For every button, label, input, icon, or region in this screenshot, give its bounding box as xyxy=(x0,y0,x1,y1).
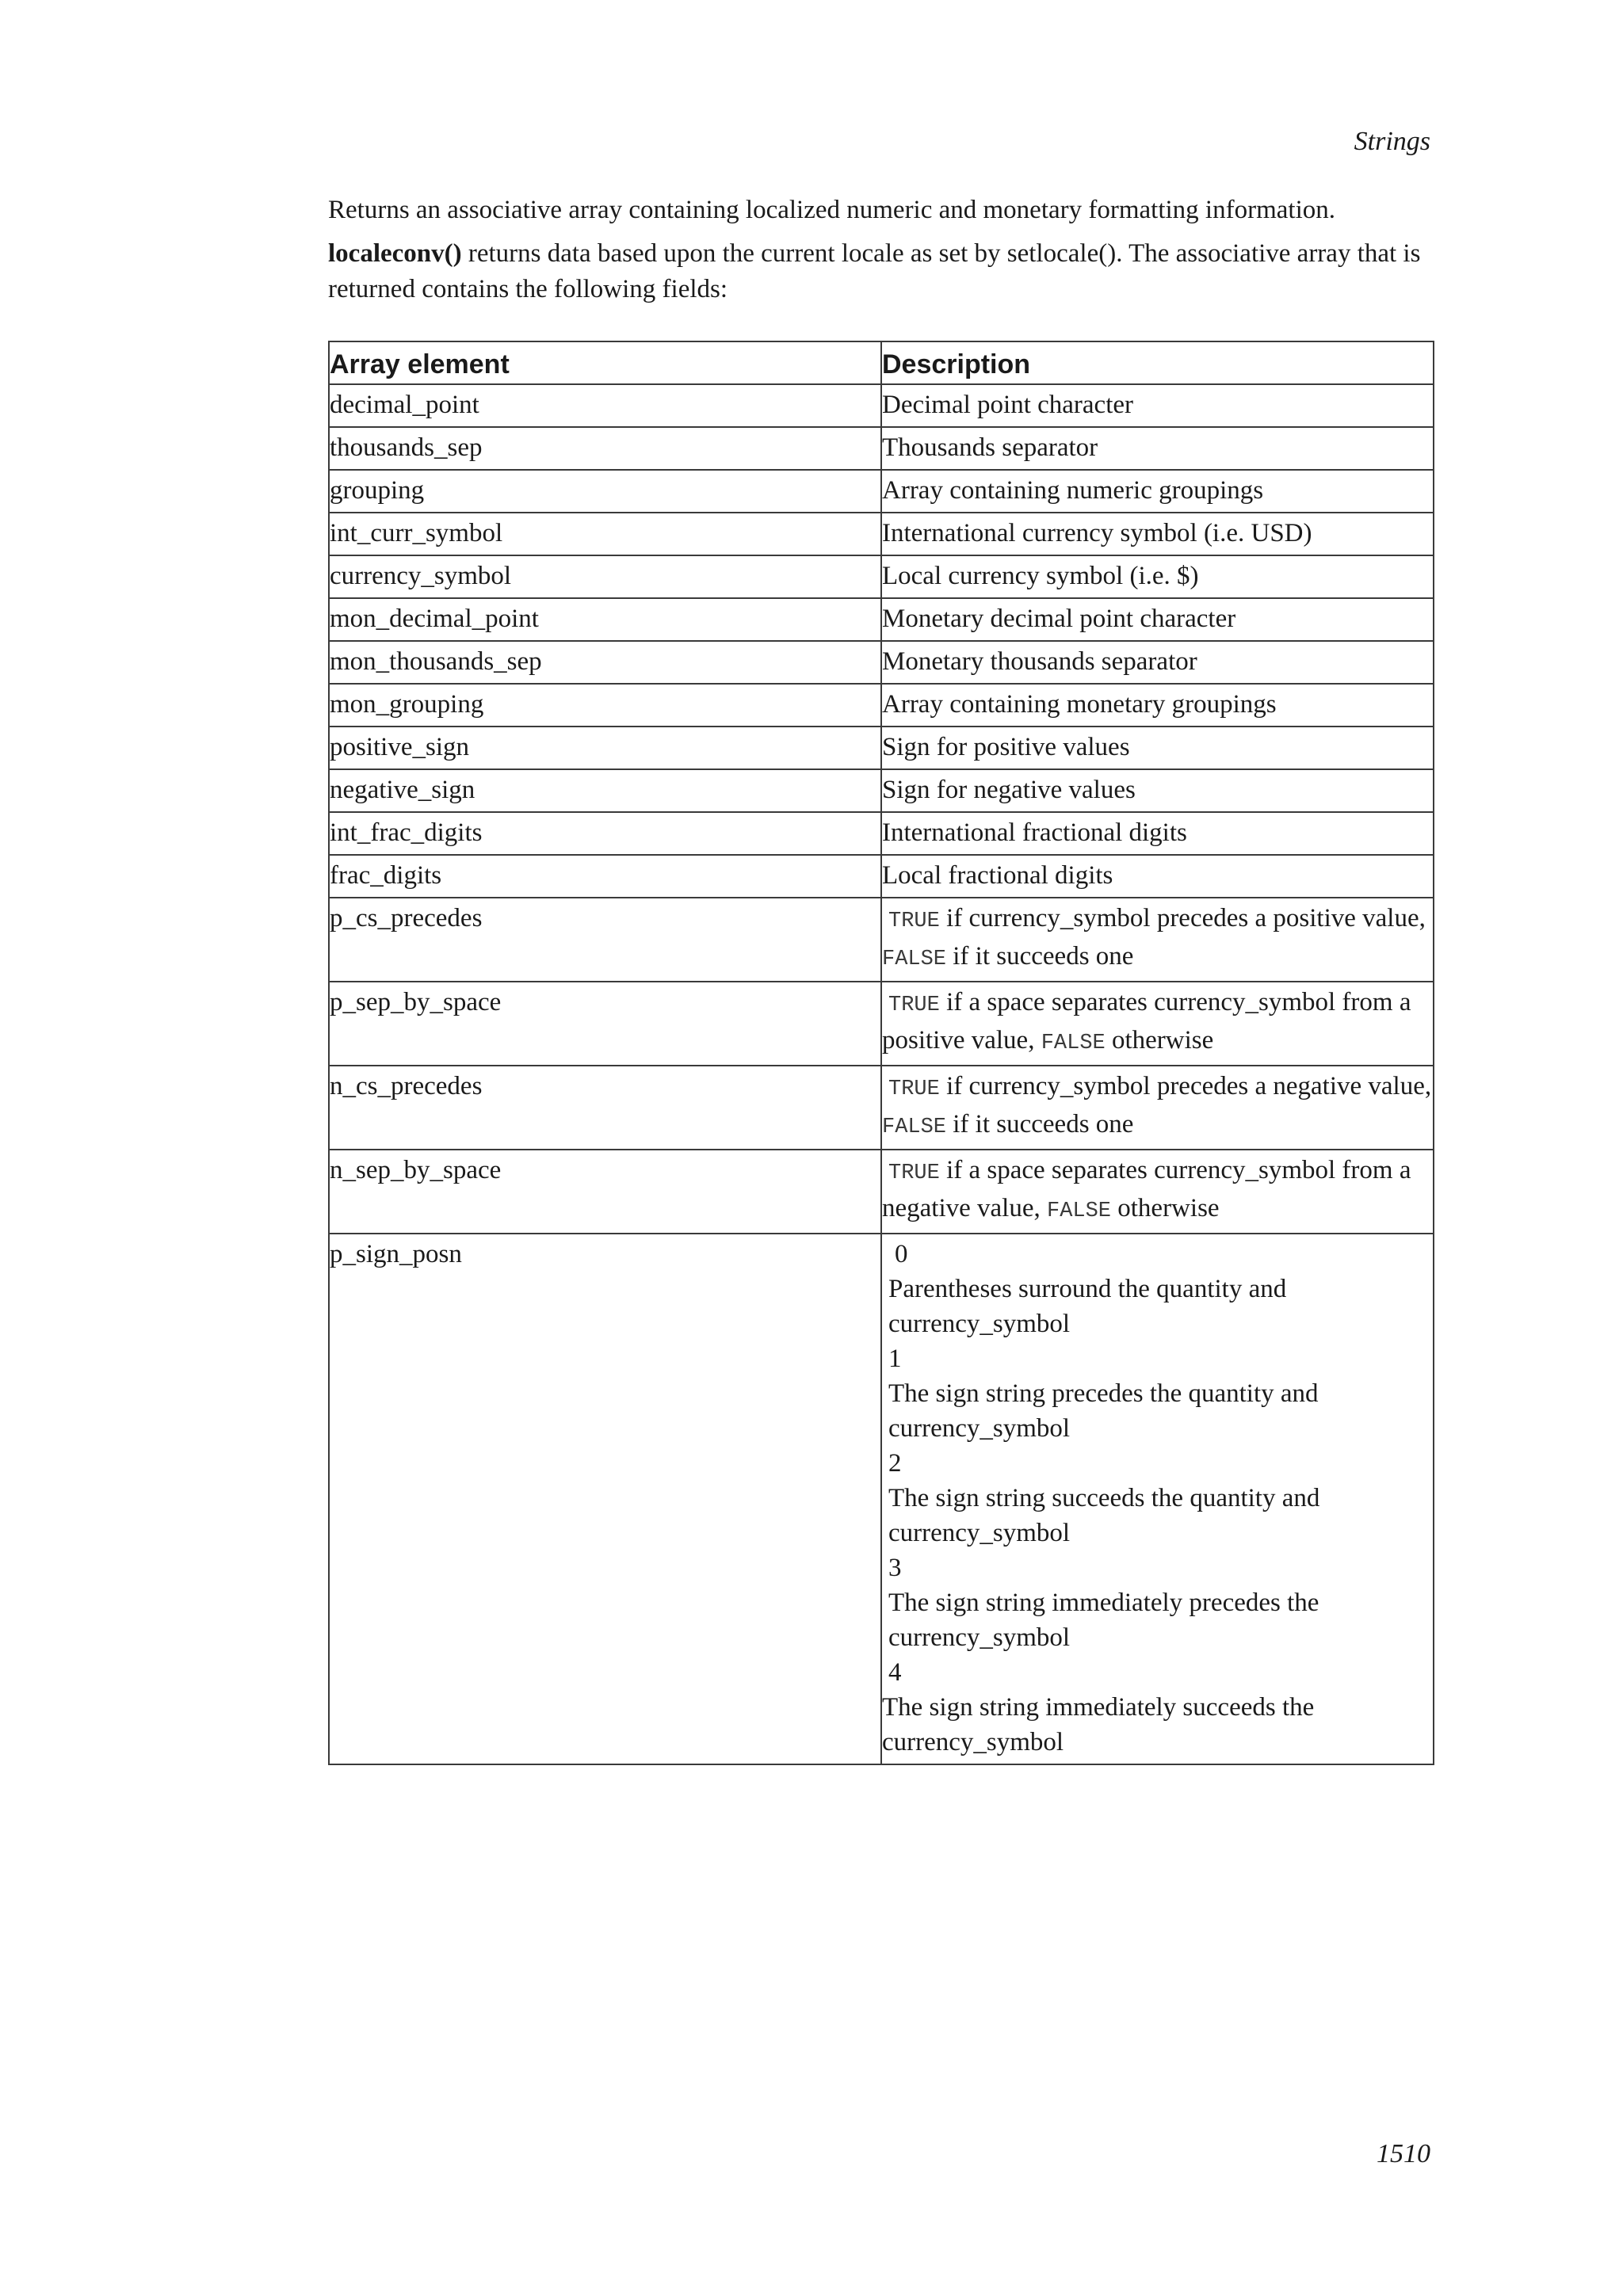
table-row xyxy=(329,470,1434,513)
fields-table xyxy=(328,341,1434,1765)
table-row xyxy=(329,898,1434,982)
table-row xyxy=(329,769,1434,812)
array-element-cell: p_sep_by_space xyxy=(329,982,881,1066)
description-text: if a space separates currency_symbol from a positive value, xyxy=(882,988,1411,1055)
page-number: 1510 xyxy=(1377,2139,1430,2168)
array-element-cell: p_cs_precedes xyxy=(329,898,881,982)
table-row xyxy=(329,427,1434,470)
description-cell: Monetary decimal point character xyxy=(881,598,1434,641)
true-constant: TRUE xyxy=(888,994,940,1017)
description-cell: Local currency symbol (i.e. $) xyxy=(881,555,1434,598)
description-tail: if it succeeds one xyxy=(946,1110,1134,1138)
array-element-cell: mon_grouping xyxy=(329,684,881,727)
option-value: 1 xyxy=(888,1344,902,1373)
option-value: 0 xyxy=(895,1240,908,1268)
description-tail: otherwise xyxy=(1111,1194,1220,1222)
intro-detail-text: returns data based upon the current locale as set by setlocale(). The associative array that is returned contains the following fields: xyxy=(328,239,1421,303)
table-header-row xyxy=(329,341,1434,384)
description-cell xyxy=(881,1234,1434,1764)
description-cell: Array containing numeric groupings xyxy=(881,470,1434,513)
table-row xyxy=(329,1066,1434,1150)
description-tail: if it succeeds one xyxy=(946,942,1134,971)
array-element-cell: frac_digits xyxy=(329,855,881,898)
array-element-cell: currency_symbol xyxy=(329,555,881,598)
table-row xyxy=(329,513,1434,555)
option-meaning: The sign string succeeds the quantity and currency_symbol xyxy=(888,1484,1320,1547)
table-row xyxy=(329,641,1434,684)
array-element-cell: grouping xyxy=(329,470,881,513)
array-element-cell: decimal_point xyxy=(329,384,881,427)
table-row xyxy=(329,812,1434,855)
description-tail: otherwise xyxy=(1105,1026,1214,1055)
array-element-cell: n_cs_precedes xyxy=(329,1066,881,1150)
description-text: if currency_symbol precedes a positive value, xyxy=(939,904,1426,933)
function-name: localeconv() xyxy=(328,239,462,268)
array-element-cell: thousands_sep xyxy=(329,427,881,470)
description-text: if a space separates currency_symbol from a negative value, xyxy=(882,1156,1411,1222)
array-element-cell: n_sep_by_space xyxy=(329,1150,881,1234)
table-row xyxy=(329,384,1434,427)
table-row xyxy=(329,1234,1434,1764)
option-meaning: Parentheses surround the quantity and currency_symbol xyxy=(888,1275,1287,1338)
array-element-cell: mon_decimal_point xyxy=(329,598,881,641)
option-meaning: The sign string immediately precedes the currency_symbol xyxy=(888,1589,1319,1652)
description-cell: Thousands separator xyxy=(881,427,1434,470)
false-constant: FALSE xyxy=(1047,1199,1112,1223)
description-cell xyxy=(881,1066,1434,1150)
false-constant: FALSE xyxy=(1041,1032,1106,1055)
false-constant: FALSE xyxy=(882,1116,947,1139)
option-value: 3 xyxy=(888,1554,902,1582)
array-element-cell: int_frac_digits xyxy=(329,812,881,855)
description-cell: Array containing monetary groupings xyxy=(881,684,1434,727)
running-header: Strings xyxy=(1354,127,1430,156)
table-row xyxy=(329,727,1434,769)
true-constant: TRUE xyxy=(888,1161,940,1185)
table-row xyxy=(329,598,1434,641)
option-meaning: The sign string precedes the quantity and currency_symbol xyxy=(888,1379,1319,1443)
table-row xyxy=(329,855,1434,898)
description-cell: Sign for positive values xyxy=(881,727,1434,769)
table-row xyxy=(329,1150,1434,1234)
table-row xyxy=(329,982,1434,1066)
array-element-cell: p_sign_posn xyxy=(329,1234,881,1764)
description-cell: Sign for negative values xyxy=(881,769,1434,812)
array-element-cell: int_curr_symbol xyxy=(329,513,881,555)
description-cell xyxy=(881,1150,1434,1234)
table-row xyxy=(329,684,1434,727)
table-row xyxy=(329,555,1434,598)
column-header-element: Array element xyxy=(329,341,881,384)
false-constant: FALSE xyxy=(882,948,947,971)
description-cell: Monetary thousands separator xyxy=(881,641,1434,684)
description-cell: International currency symbol (i.e. USD) xyxy=(881,513,1434,555)
description-cell: International fractional digits xyxy=(881,812,1434,855)
option-value: 2 xyxy=(888,1449,902,1478)
description-cell xyxy=(881,898,1434,982)
array-element-cell: negative_sign xyxy=(329,769,881,812)
array-element-cell: positive_sign xyxy=(329,727,881,769)
option-meaning: The sign string immediately succeeds the currency_symbol xyxy=(882,1693,1315,1756)
option-value: 4 xyxy=(888,1658,902,1687)
true-constant: TRUE xyxy=(888,1077,940,1101)
description-cell: Local fractional digits xyxy=(881,855,1434,898)
description-cell: Decimal point character xyxy=(881,384,1434,427)
array-element-cell: mon_thousands_sep xyxy=(329,641,881,684)
description-cell xyxy=(881,982,1434,1066)
true-constant: TRUE xyxy=(888,910,940,933)
intro-detail xyxy=(328,236,1433,307)
page-content xyxy=(328,193,1433,1765)
intro-summary: Returns an associative array containing localized numeric and monetary formatting information. xyxy=(328,196,1335,224)
column-header-description: Description xyxy=(881,341,1434,384)
description-text: if currency_symbol precedes a negative value, xyxy=(939,1072,1432,1100)
